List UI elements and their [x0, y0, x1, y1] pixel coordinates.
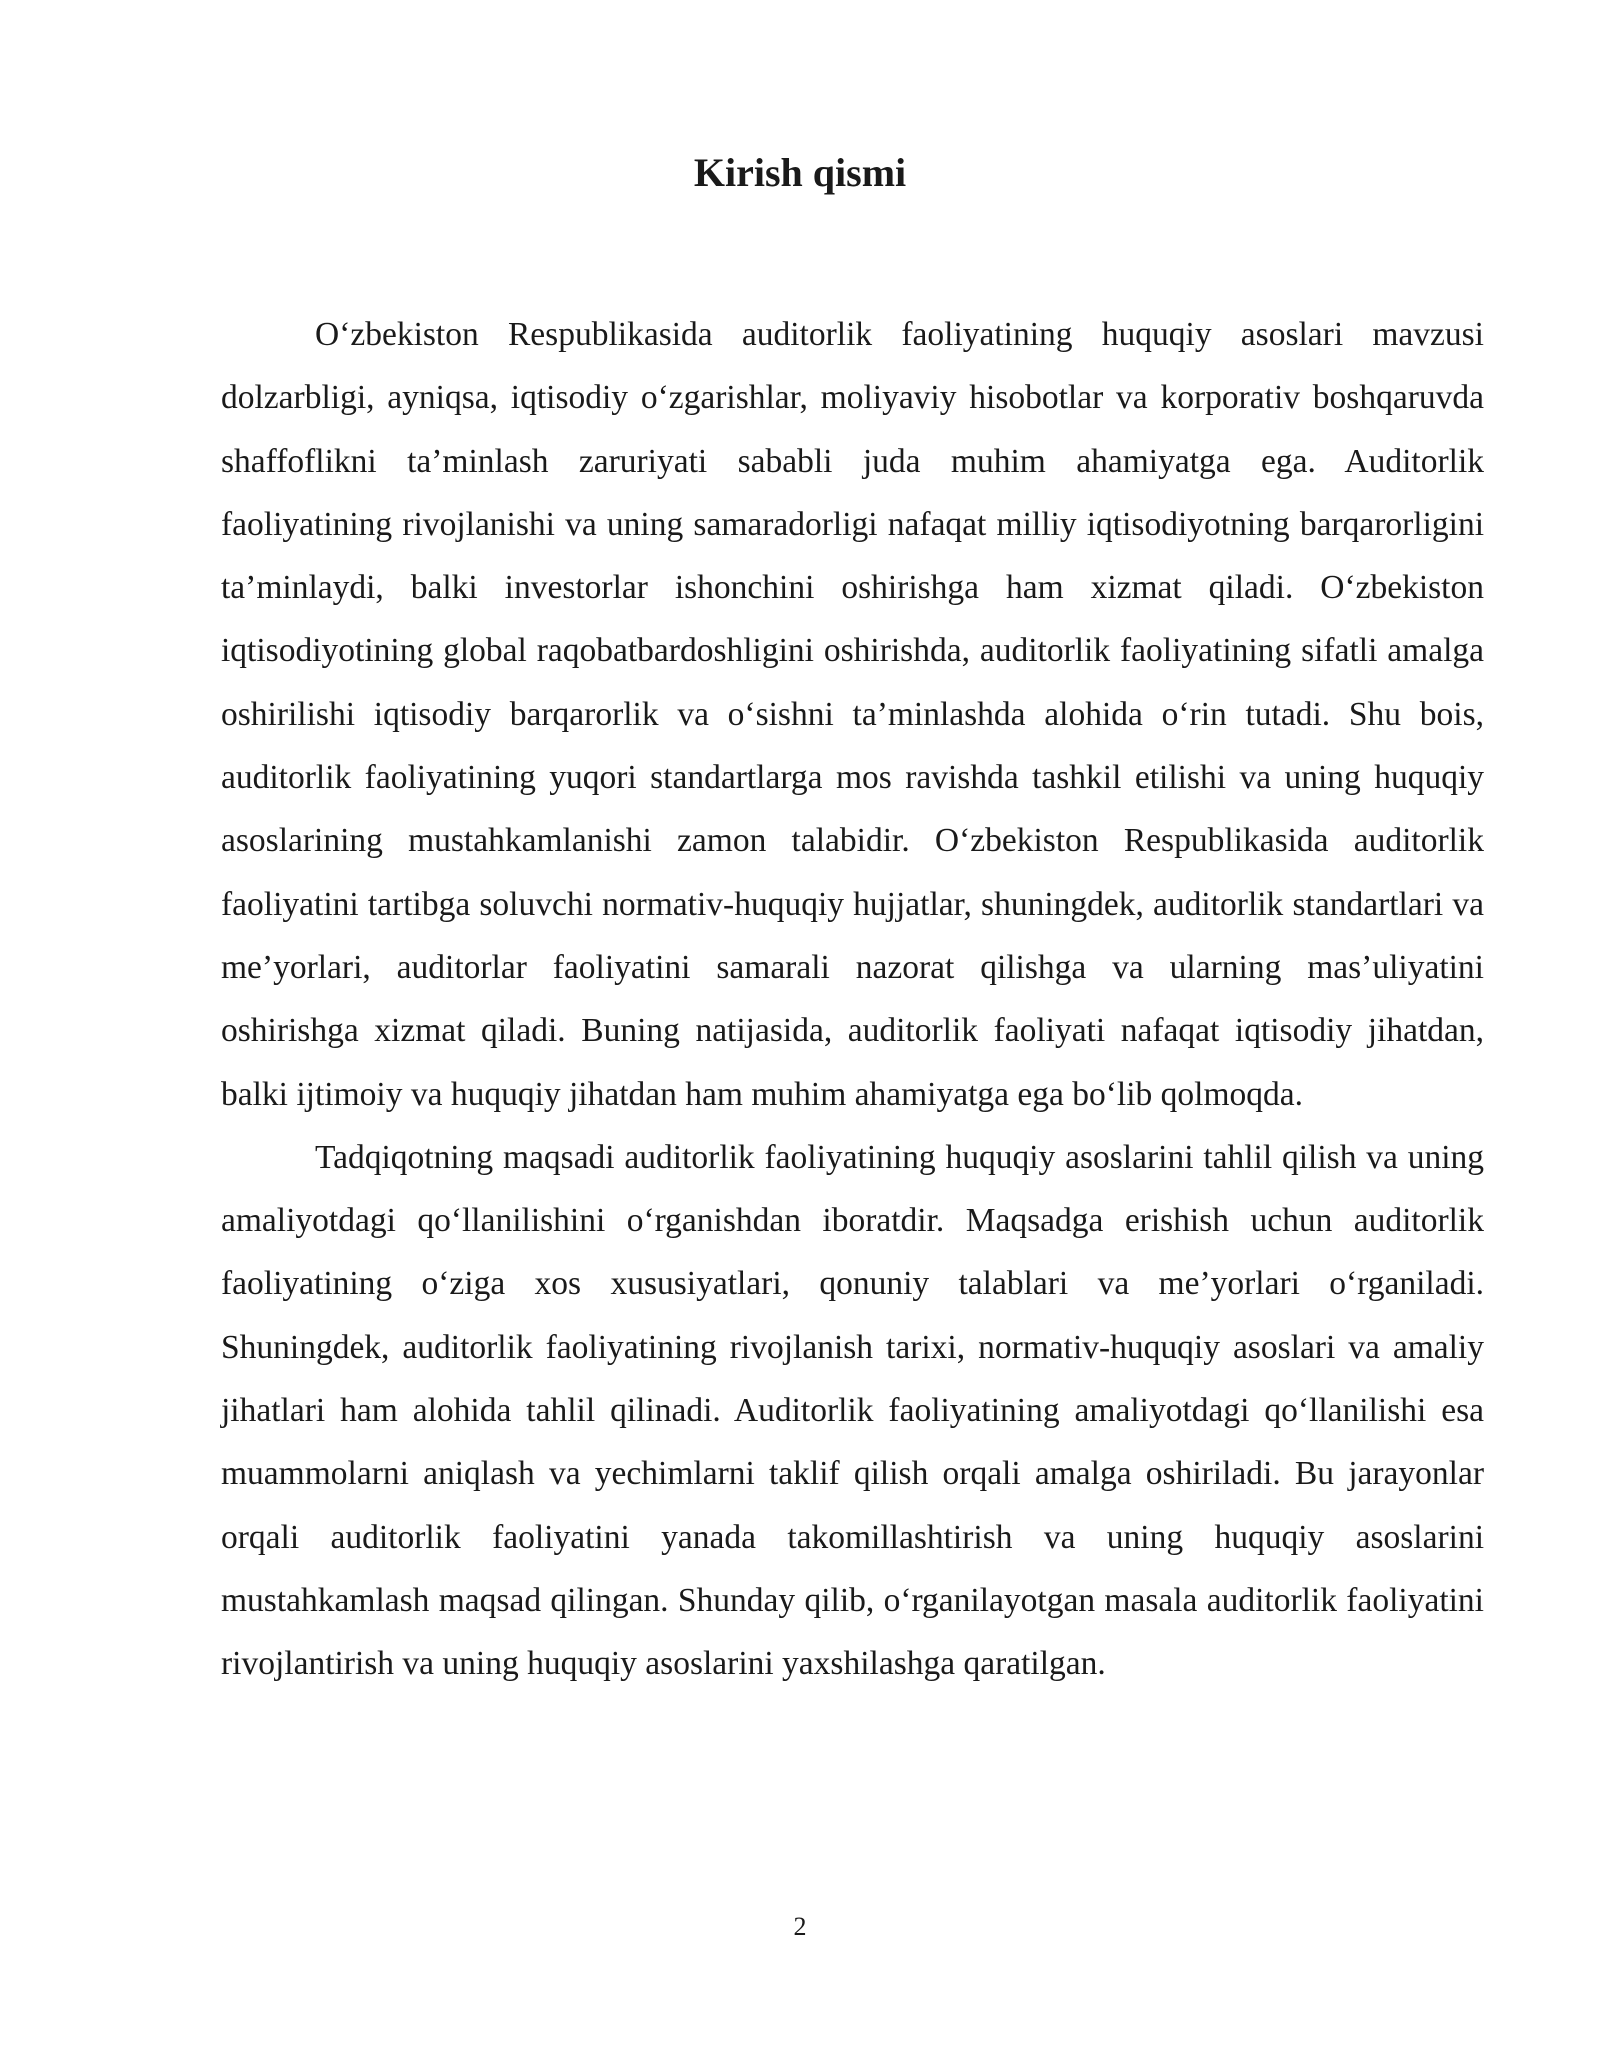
body-text	[221, 303, 1484, 1696]
paragraph-research-goal: Tadqiqotning maqsadi auditorlik faoliyatining huquqiy asoslarini tahlil qilish va uning amaliyotdagi qo‘llanilishini o‘rganishdan iboratdir. Maqsadga erishish uchun auditorlik faoliyatining o‘ziga xos xususiyatlari, qonuniy talablari va me’yorlari o‘rganiladi. Shuningdek, auditorlik faoliyatining rivojlanish tarixi, normativ-huquqiy asoslari va amaliy jihatlari ham alohida tahlil qilinadi. Auditorlik faoliyatining amaliyotdagi qo‘llanilishi esa muammolarni aniqlash va yechimlarni taklif qilish orqali amalga oshiriladi. Bu jarayonlar orqali auditorlik faoliyatini yanada takomillashtirish va uning huquqiy asoslarini mustahkamlash maqsad qilingan. Shunday qilib, o‘rganilayotgan masala auditorlik faoliyatini rivojlantirish va uning huquqiy asoslarini yaxshilashga qaratilgan.	[221, 1138, 1484, 1683]
page-number: 2	[793, 1912, 807, 1941]
paragraph-relevance: O‘zbekiston Respublikasida auditorlik faoliyatining huquqiy asoslari mavzusi dolzarbligi, ayniqsa, iqtisodiy o‘zgarishlar, moliyaviy hisobotlar va korporativ boshqaruvda shaffoflikni ta’minlash zaruriyati sababli juda muhim ahamiyatga ega. Auditorlik faoliyatining rivojlanishi va uning samaradorligi nafaqat milliy iqtisodiyotning barqarorligini ta’minlaydi, balki investorlar ishonchini oshirishga ham xizmat qiladi. O‘zbekiston iqtisodiyotining global raqobatbardoshligini oshirishda, auditorlik faoliyatining sifatli amalga oshirilishi iqtisodiy barqarorlik va o‘sishni ta’minlashda alohida o‘rin tutadi. Shu bois, auditorlik faoliyatining yuqori standartlarga mos ravishda tashkil etilishi va uning huquqiy asoslarining mustahkamlanishi zamon talabidir. O‘zbekiston Respublikasida auditorlik faoliyatini tartibga soluvchi normativ-huquqiy hujjatlar, shuningdek, auditorlik standartlari va me’yorlari, auditorlar faoliyatini samarali nazorat qilishga va ularning mas’uliyatini oshirishga xizmat qiladi. Buning natijasida, auditorlik faoliyati nafaqat iqtisodiy jihatdan, balki ijtimoiy va huquqiy jihatdan ham muhim ahamiyatga ega bo‘lib qolmoqda.	[221, 316, 1484, 1113]
page-title: Kirish qismi	[693, 150, 907, 195]
